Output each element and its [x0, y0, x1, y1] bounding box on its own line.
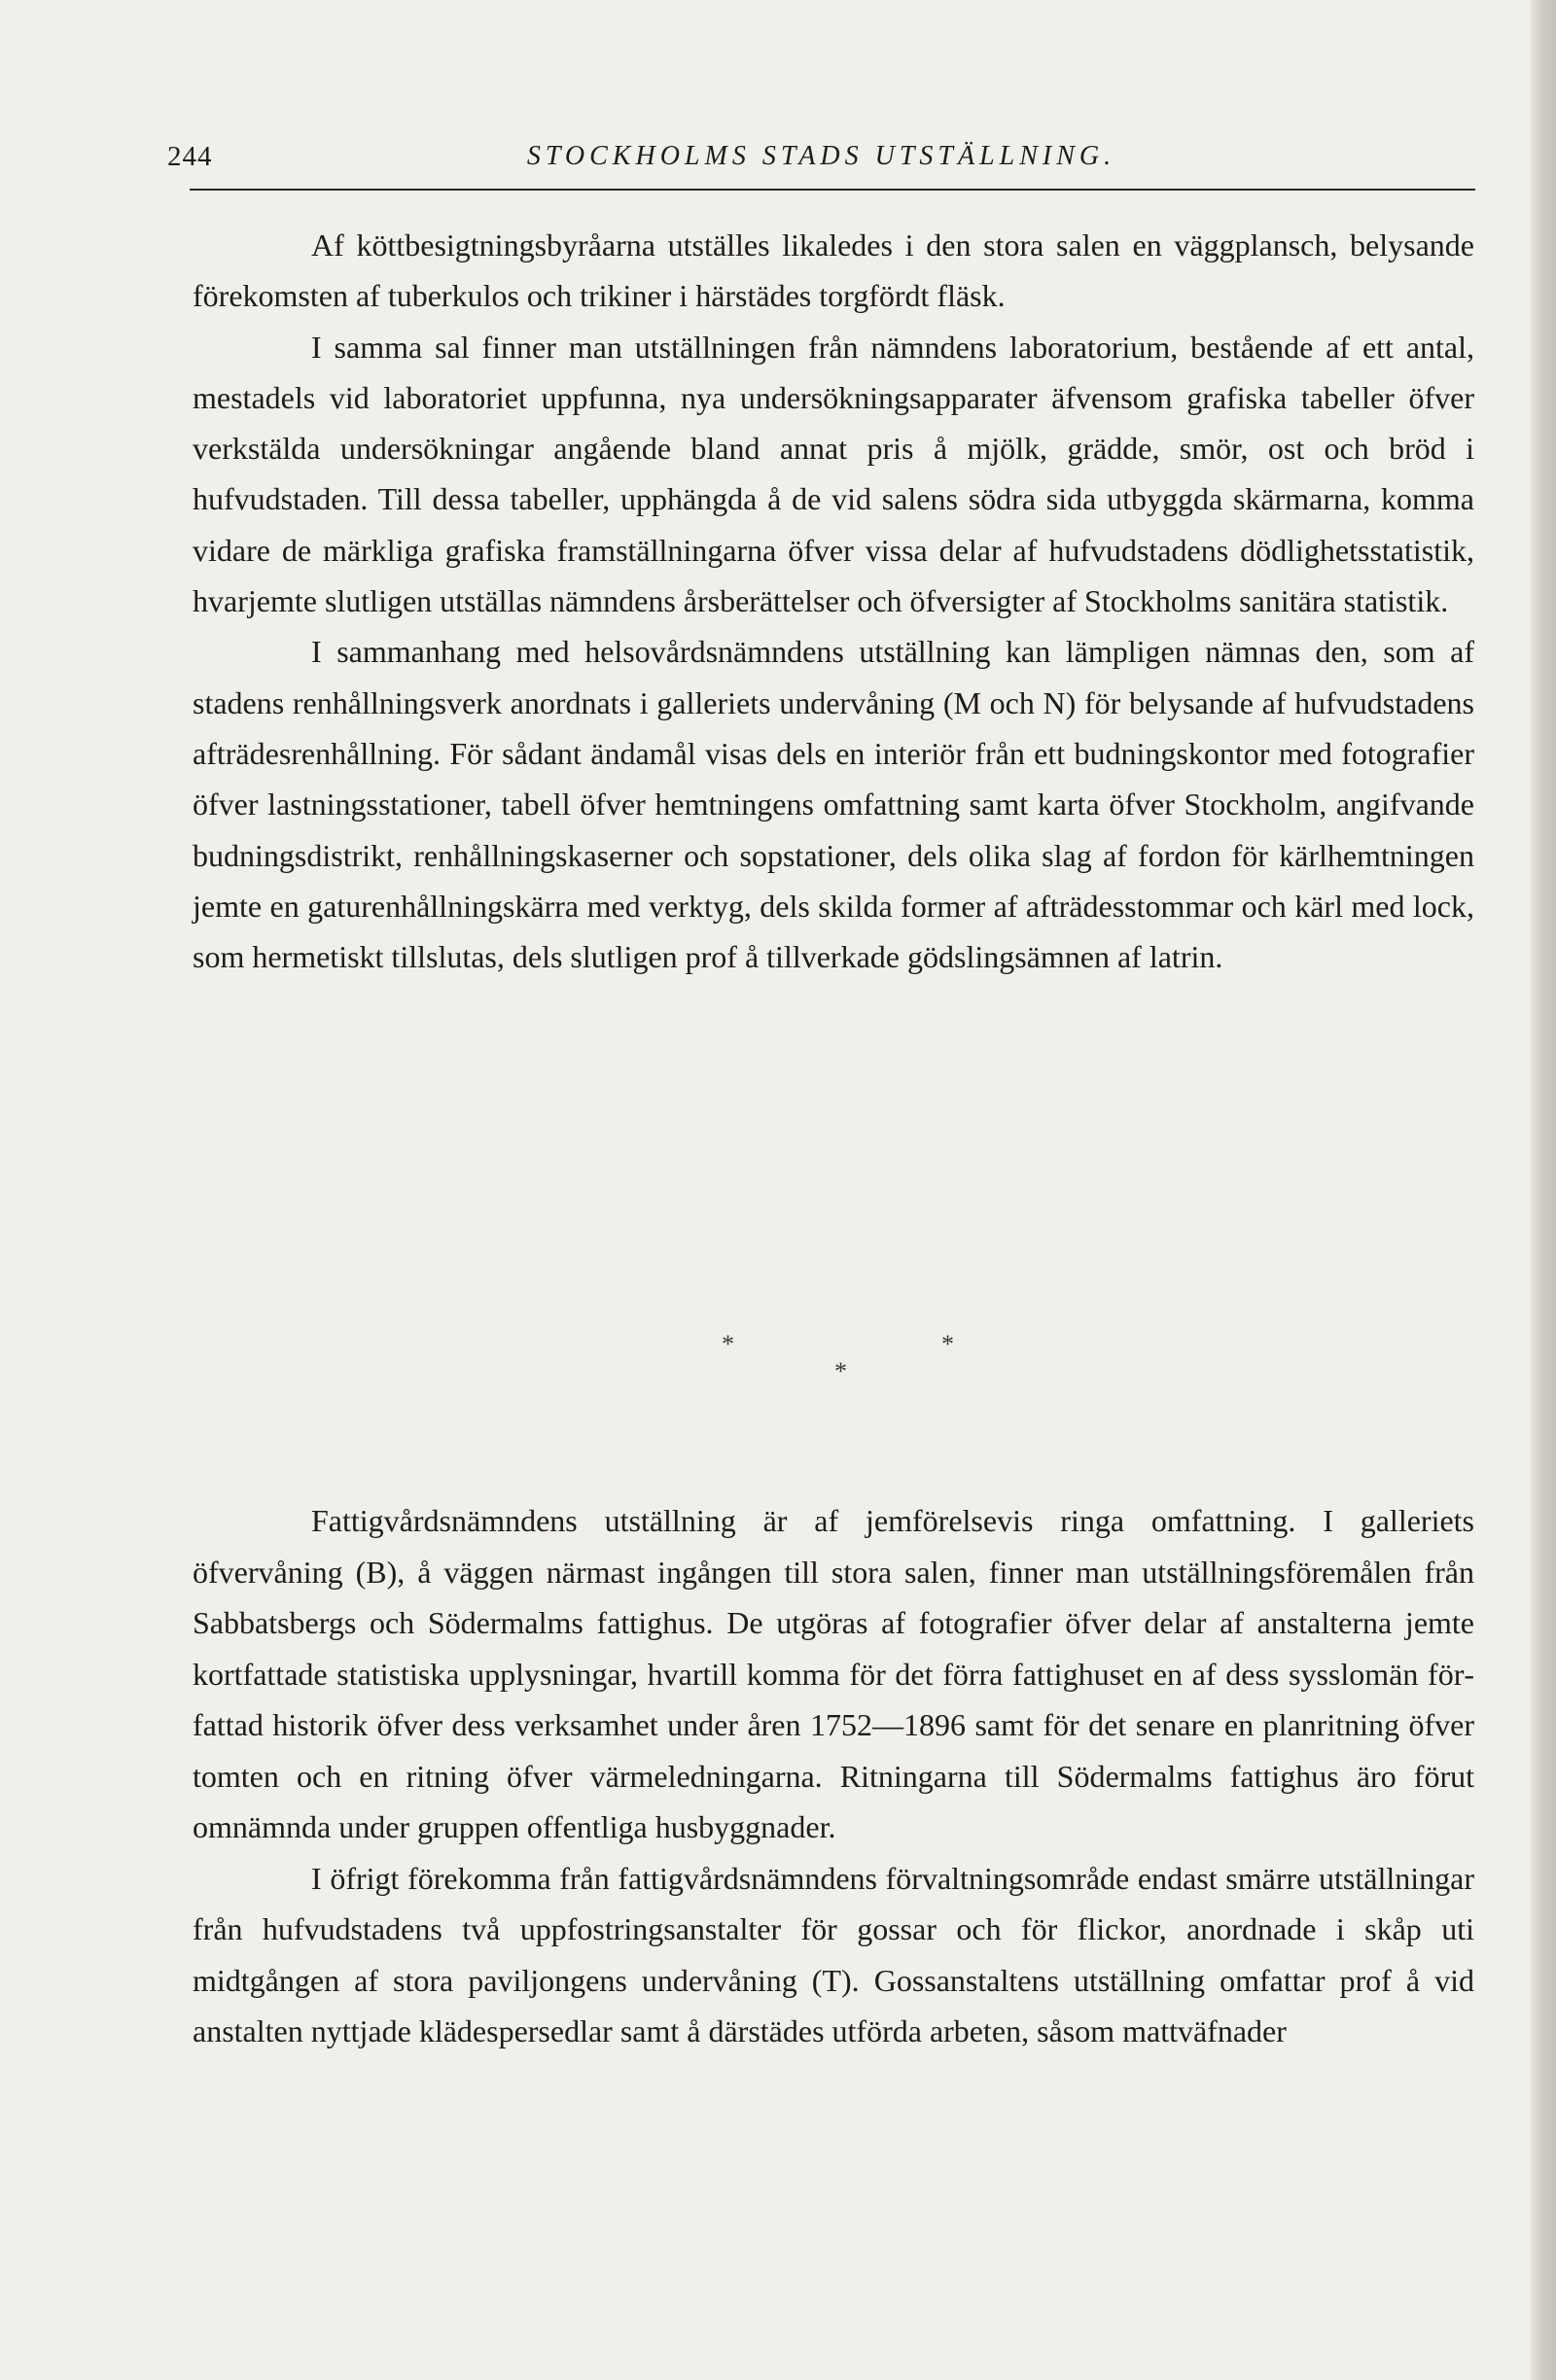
section-poor-relief-exhibit	[193, 1495, 1474, 2057]
asterisk-icon: *	[941, 1330, 954, 1358]
header-rule	[190, 189, 1475, 191]
paragraph-sanitation: I sammanhang med helsovårdsnämndens utställning kan lämpligen nämnas den, som af stadens renhållningsverk anordnats i galleriets undervåning (M och N) för belysande af hufvudstadens afträdesrenhållning. För sådant ändamål visas dels en interiör från ett budningskontor med fotografier öfver lastningsstationer, tabell öfver hemtningens omfattning samt karta öfver Stockholm, angifvande budningsdistrikt, renhållningskaserner och sopstationer, dels olika slag af fordon för kärlhemtningen jemte en gaturenhållningskärra med verktyg, dels skilda former af afträdesstommar och kärl med lock, som hermetiskt tillslutas, dels slutligen prof å tillverkade gödslingsämnen af latrin.	[193, 634, 1474, 975]
page-edge-shadow	[1531, 0, 1556, 2380]
asterisk-icon: *	[834, 1357, 847, 1385]
paragraph-meat-inspection: Af köttbesigtningsbyråarna utställes likaledes i den stora salen en väggplansch, belysande förekomsten af tuberkulos och trikiner i härstädes torgfördt fläsk.	[193, 228, 1474, 314]
asterisk-icon: *	[722, 1330, 734, 1358]
running-head	[167, 132, 1475, 181]
section-health-exhibit	[193, 220, 1474, 982]
running-title: STOCKHOLMS STADS UTSTÄLLNING.	[526, 141, 1116, 171]
page-number: 244	[167, 141, 213, 172]
paragraph-laboratory: I samma sal finner man utställningen från nämndens laboratorium, bestående af ett antal, mestadels vid laboratoriet uppfunna, nya undersökningsapparater äfvensom grafiska tabeller öfver verkstälda undersökningar angående bland annat pris å mjölk, grädde, smör, ost och bröd i hufvudstaden. Till dessa tabeller, upphängda å de vid salens södra sida utbyggda skärmarna, komma vidare de märkliga grafiska framställningarna öfver vissa delar af hufvudstadens dödlighetsstatistik, hvarjemte slutligen utställas nämndens årsberättelser och öfversigter af Stockholms sanitära statistik.	[193, 329, 1474, 619]
section-separator	[681, 1332, 972, 1410]
paragraph-poor-relief: Fattigvårdsnämndens utställning är af jemförelsevis ringa omfattning. I galleriets öfvervåning (B), å väggen närmast ingången till stora salen, finner man utställningsföremålen från Sabbatsbergs och Södermalms fattighus. De utgöras af fotografier öfver delar af anstalterna jemte kortfattade statistiska upplysningar, hvartill komma för det förra fattighuset en af dess sysslomän författad historik öfver dess verksamhet under åren 1752—1896 samt för det senare en planritning öfver tomten och en ritning öfver värmeledningarna. Ritningarna till Södermalms fattighus äro förut omnämnda under gruppen offentliga husbyggnader.	[193, 1503, 1474, 1844]
paragraph-orphanages: I öfrigt förekomma från fattigvårdsnämndens förvaltningsområde endast smärre utställningar från hufvudstadens två uppfostringsanstalter för gossar och för flickor, anordnade i skåp uti midtgången af stora paviljongens undervåning (T). Gossanstaltens utställning omfattar prof å vid anstalten nyttjade klädespersedlar samt å därstädes utförda arbeten, såsom mattväfnader	[193, 1860, 1474, 2048]
